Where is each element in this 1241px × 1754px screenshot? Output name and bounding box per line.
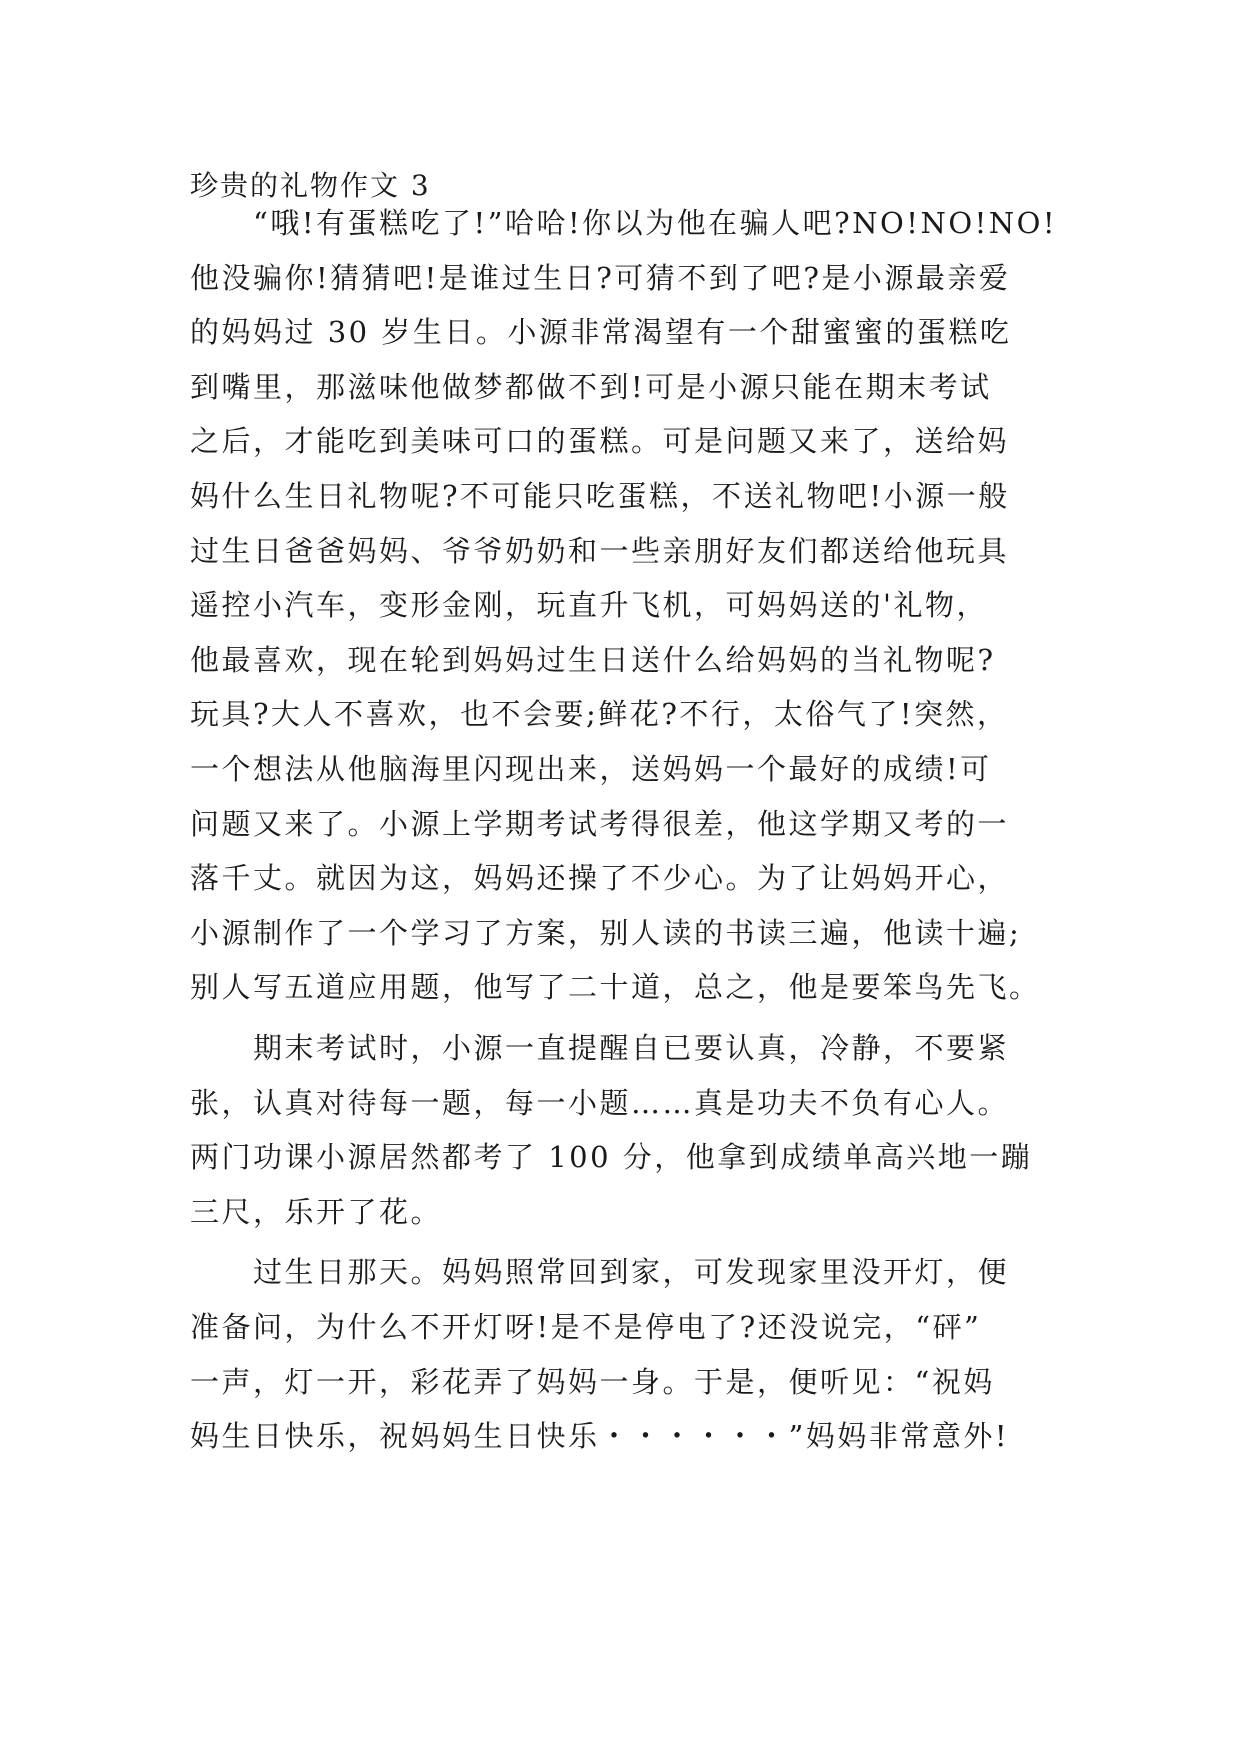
text-line: 一声，灯一开，彩花弄了妈妈一身。于是，便听见：“祝妈	[190, 1364, 995, 1399]
text-line: 过生日那天。妈妈照常回到家，可发现家里没开灯，便	[190, 1255, 1010, 1290]
text-line: 的妈妈过 30 岁生日。小源非常渴望有一个甜蜜蜜的蛋糕吃	[190, 315, 1012, 350]
document-title: 珍贵的礼物作文 3	[190, 169, 431, 202]
text-line: 妈生日快乐，祝妈妈生日快乐・・・・・・”妈妈非常意外!	[190, 1419, 1009, 1454]
text-line: 准备问，为什么不开灯呀!是不是停电了?还没说完，“砰”	[190, 1310, 982, 1344]
text-line: 他没骗你!猜猜吧!是谁过生日?可猜不到了吧?是小源最亲爱	[190, 260, 1011, 295]
text-line: “哦!有蛋糕吃了!”哈哈!你以为他在骗人吧?NO!NO!NO!	[190, 206, 1058, 240]
text-line: 张，认真对待每一题，每一小题……真是功夫不负有心人。	[190, 1085, 1010, 1120]
text-line: 落千丈。就因为这，妈妈还操了不少心。为了让妈妈开心，	[190, 861, 1010, 896]
text-line: 之后，才能吃到美味可口的蛋糕。可是问题又来了，送给妈	[190, 424, 1010, 459]
text-line: 妈什么生日礼物呢?不可能只吃蛋糕，不送礼物吧!小源一般	[190, 479, 1010, 513]
text-line: 两门功课小源居然都考了 100 分，他拿到成绩单高兴地一蹦	[190, 1140, 1033, 1175]
text-line: 到嘴里，那滋味他做梦都做不到!可是小源只能在期末考试	[190, 369, 992, 404]
text-line: 问题又来了。小源上学期考试考得很差，他这学期又考的一	[190, 806, 1010, 841]
text-line: 别人写五道应用题，他写了二十道，总之，他是要笨鸟先飞。	[190, 970, 1041, 1005]
text-line: 他最喜欢，现在轮到妈妈过生日送什么给妈妈的当礼物呢?	[190, 642, 996, 677]
text-line: 一个想法从他脑海里闪现出来，送妈妈一个最好的成绩!可	[190, 752, 992, 786]
text-line: 玩具?大人不喜欢，也不会要;鲜花?不行，太俗气了!突然，	[190, 697, 1009, 732]
text-line: 小源制作了一个学习了方案，别人读的书读三遍，他读十遍;	[190, 915, 1022, 950]
text-line: 期末考试时，小源一直提醒自已要认真，冷静，不要紧	[190, 1031, 1010, 1065]
text-line: 过生日爸爸妈妈、爷爷奶奶和一些亲朋好友们都送给他玩具	[190, 533, 1010, 568]
text-line: 遥控小汽车，变形金刚，玩直升飞机，可妈妈送的'礼物，	[190, 588, 988, 623]
text-line: 三尺，乐开了花。	[190, 1194, 443, 1229]
